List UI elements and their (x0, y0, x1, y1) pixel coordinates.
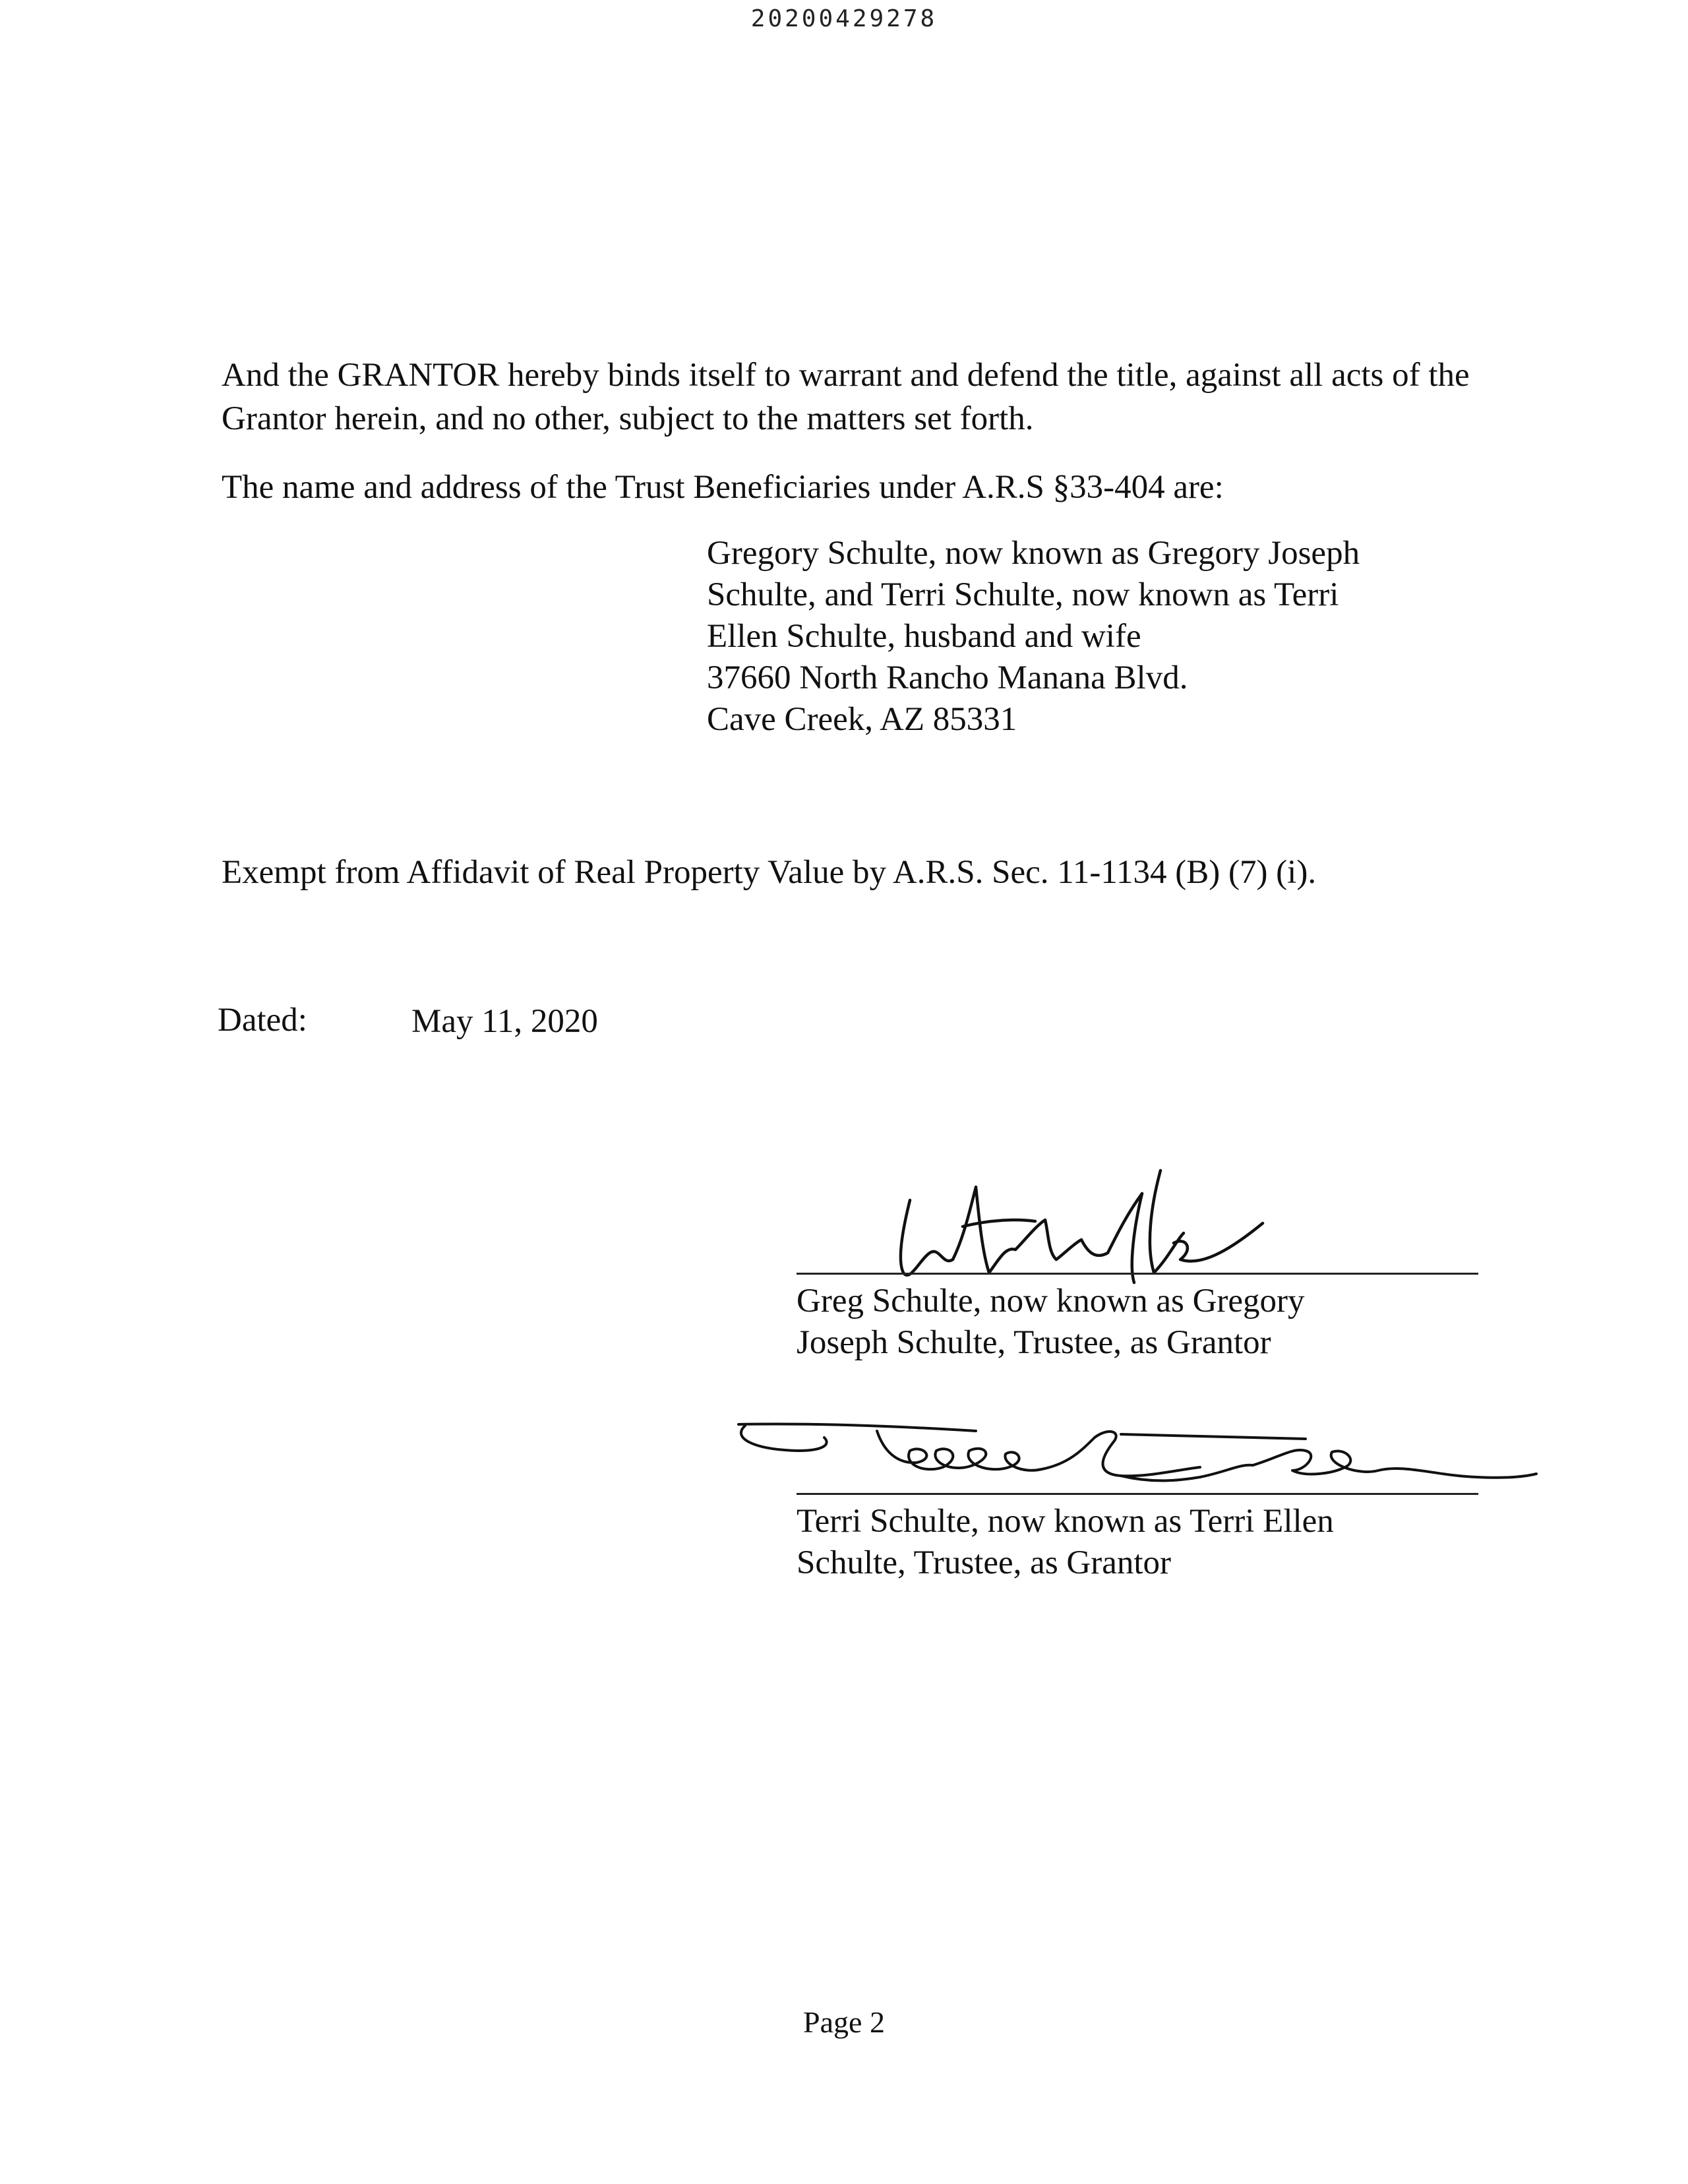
signature-line (797, 1493, 1478, 1495)
warranty-paragraph: And the GRANTOR hereby binds itself to warrant and defend the title, against all acts of the Grantor herein, and no other, subject to the matters set forth. (222, 357, 1470, 437)
signer-name-line: Schulte, Trustee, as Grantor (797, 1544, 1172, 1581)
beneficiary-address-line: Cave Creek, AZ 85331 (707, 701, 1017, 738)
beneficiary-address-line: Schulte, and Terri Schulte, now known as Terri (707, 576, 1339, 613)
exemption-statement: Exempt from Affidavit of Real Property Value by A.R.S. Sec. 11-1134 (B) (7) (i). (222, 854, 1317, 891)
beneficiary-address-line: 37660 North Rancho Manana Blvd. (707, 659, 1188, 696)
recording-number: 20200429278 (750, 5, 938, 32)
signer-name-line: Joseph Schulte, Trustee, as Grantor (797, 1324, 1271, 1361)
beneficiary-address-line: Ellen Schulte, husband and wife (707, 618, 1141, 655)
beneficiary-address-line: Gregory Schulte, now known as Gregory Joseph (707, 535, 1360, 572)
signer-name-line: Terri Schulte, now known as Terri Ellen (797, 1503, 1334, 1540)
signer-greg-schulte (797, 1281, 1305, 1364)
signature-terri-schulte (725, 1411, 1543, 1503)
signature-line (797, 1273, 1478, 1275)
dated-label: Dated: (218, 1002, 307, 1039)
dated-value: May 11, 2020 (411, 1003, 598, 1040)
page-number: Page 2 (803, 2005, 885, 2039)
beneficiaries-intro: The name and address of the Trust Beneficiaries under A.R.S §33-404 are: (222, 469, 1224, 506)
signer-name-line: Greg Schulte, now known as Gregory (797, 1283, 1305, 1320)
beneficiary-address-block (707, 533, 1360, 741)
signer-terri-schulte (797, 1501, 1334, 1584)
